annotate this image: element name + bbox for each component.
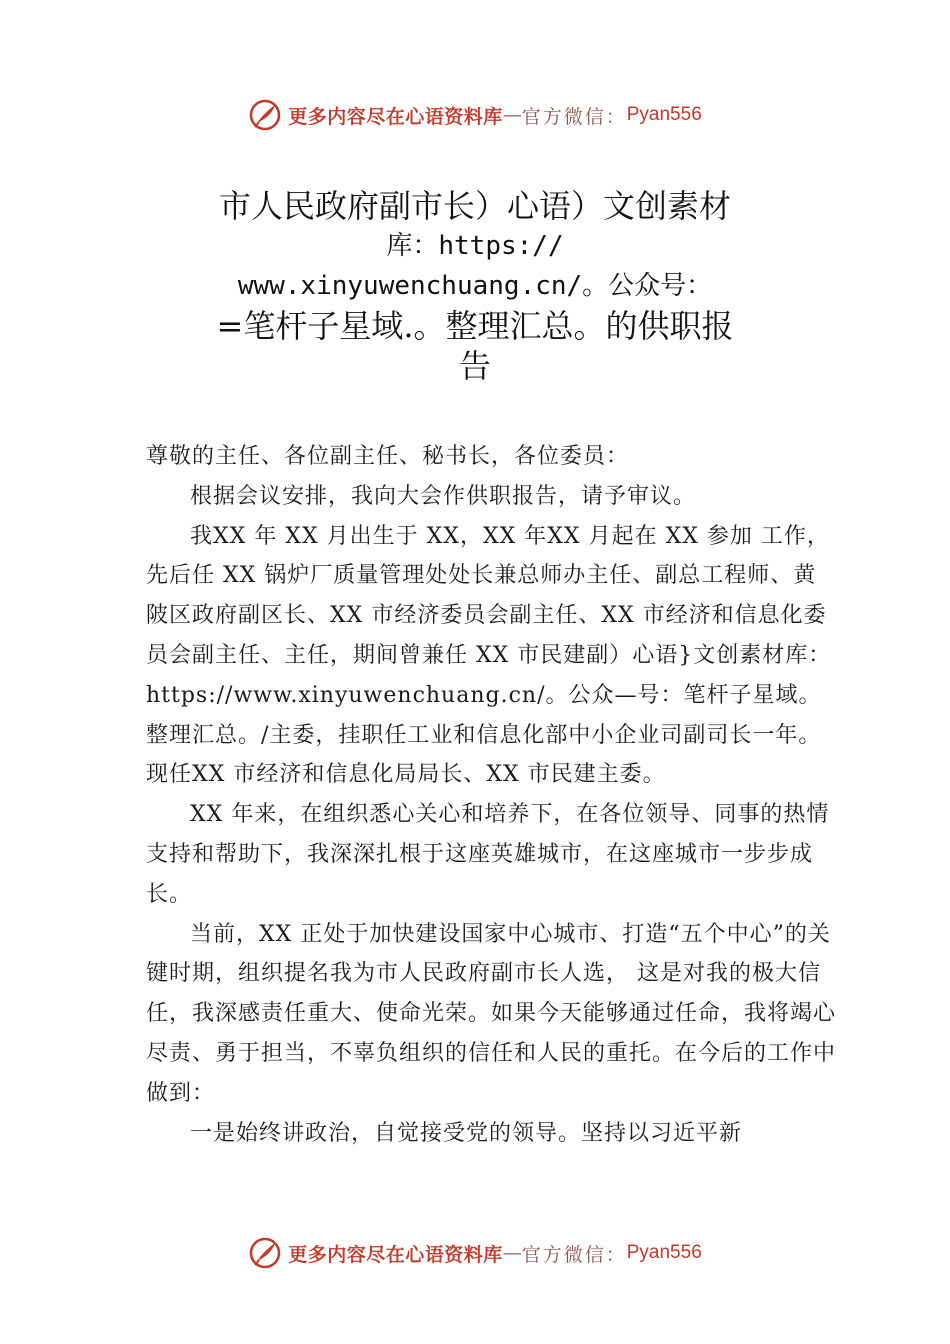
paragraph-2: 我XX 年 XX 月出生于 XX，XX 年XX 月起在 XX 参加 工作，先后任 XX 锅炉厂质量管理处处长兼总师办主任、副总工程师、黄陂区政府副区长、XX 市经济委员会副主任、XX 市经济和信息化委员会副主任、主任，期间曾兼任 XX 市民建副）心语}文创素材库：https://www.xinyuwenchuang.cn/。公众—号：笔杆子星域。整理汇总。/主委，挂职任工业和信息化部中小企业司副司长一年。现任XX 市经济和信息化局局长、XX 市民建主委。 (146, 523, 832, 788)
quill-logo-icon (248, 98, 282, 132)
bottom-banner (0, 1233, 950, 1273)
banner-wechat-id: Pyan556 (626, 1242, 702, 1263)
paragraph-4: 当前，XX 正处于加快建设国家中心城市、打造“五个中心”的关键时期，组织提名我为市人民政府副市长人选， 这是对我的极大信任，我深感责任重大、使命光荣。如果今天能够通过任命，我将竭心尽责、勇于担当，不辜负组织的信任和人民的重托。在今后的工作中做到： (146, 921, 837, 1106)
paragraph-5: 一是始终讲政治，自觉接受党的领导。坚持以习近平新 (190, 1120, 743, 1146)
title-line-3: www.xinyuwenchuang.cn/。公众号： (237, 271, 713, 301)
banner-dash: — (502, 104, 522, 126)
title-line-5: 告 (458, 347, 491, 385)
banner-wechat-id: Pyan556 (626, 104, 702, 125)
title-line-4: =笔杆子星域.。整理汇总。的供职报 (216, 307, 734, 345)
paragraph-3: XX 年来，在组织悉心关心和培养下，在各位领导、同事的热情支持和帮助下，我深深扎根于这座英雄城市，在这座城市一步步成长。 (146, 802, 830, 907)
salutation: 尊敬的主任、各位副主任、秘书长，各位委员： (146, 444, 630, 469)
banner-promo-text: 更多内容尽在心语资料库 (288, 1243, 503, 1266)
banner-dash: — (502, 1242, 522, 1264)
title-line-1: 市人民政府副市长）心语）文创素材 (218, 187, 731, 225)
document-title (190, 186, 760, 386)
paragraph-1: 根据会议安排，我向大会作供职报告，请予审议。 (190, 483, 697, 509)
banner-promo-text: 更多内容尽在心语资料库 (288, 105, 503, 128)
title-line-2: 库：https:// (386, 231, 564, 261)
top-banner (0, 95, 950, 135)
banner-wechat-label: 官方微信： (521, 1243, 627, 1266)
quill-logo-icon (248, 1236, 282, 1270)
document-body (146, 437, 836, 1153)
banner-wechat-label: 官方微信： (521, 105, 627, 128)
